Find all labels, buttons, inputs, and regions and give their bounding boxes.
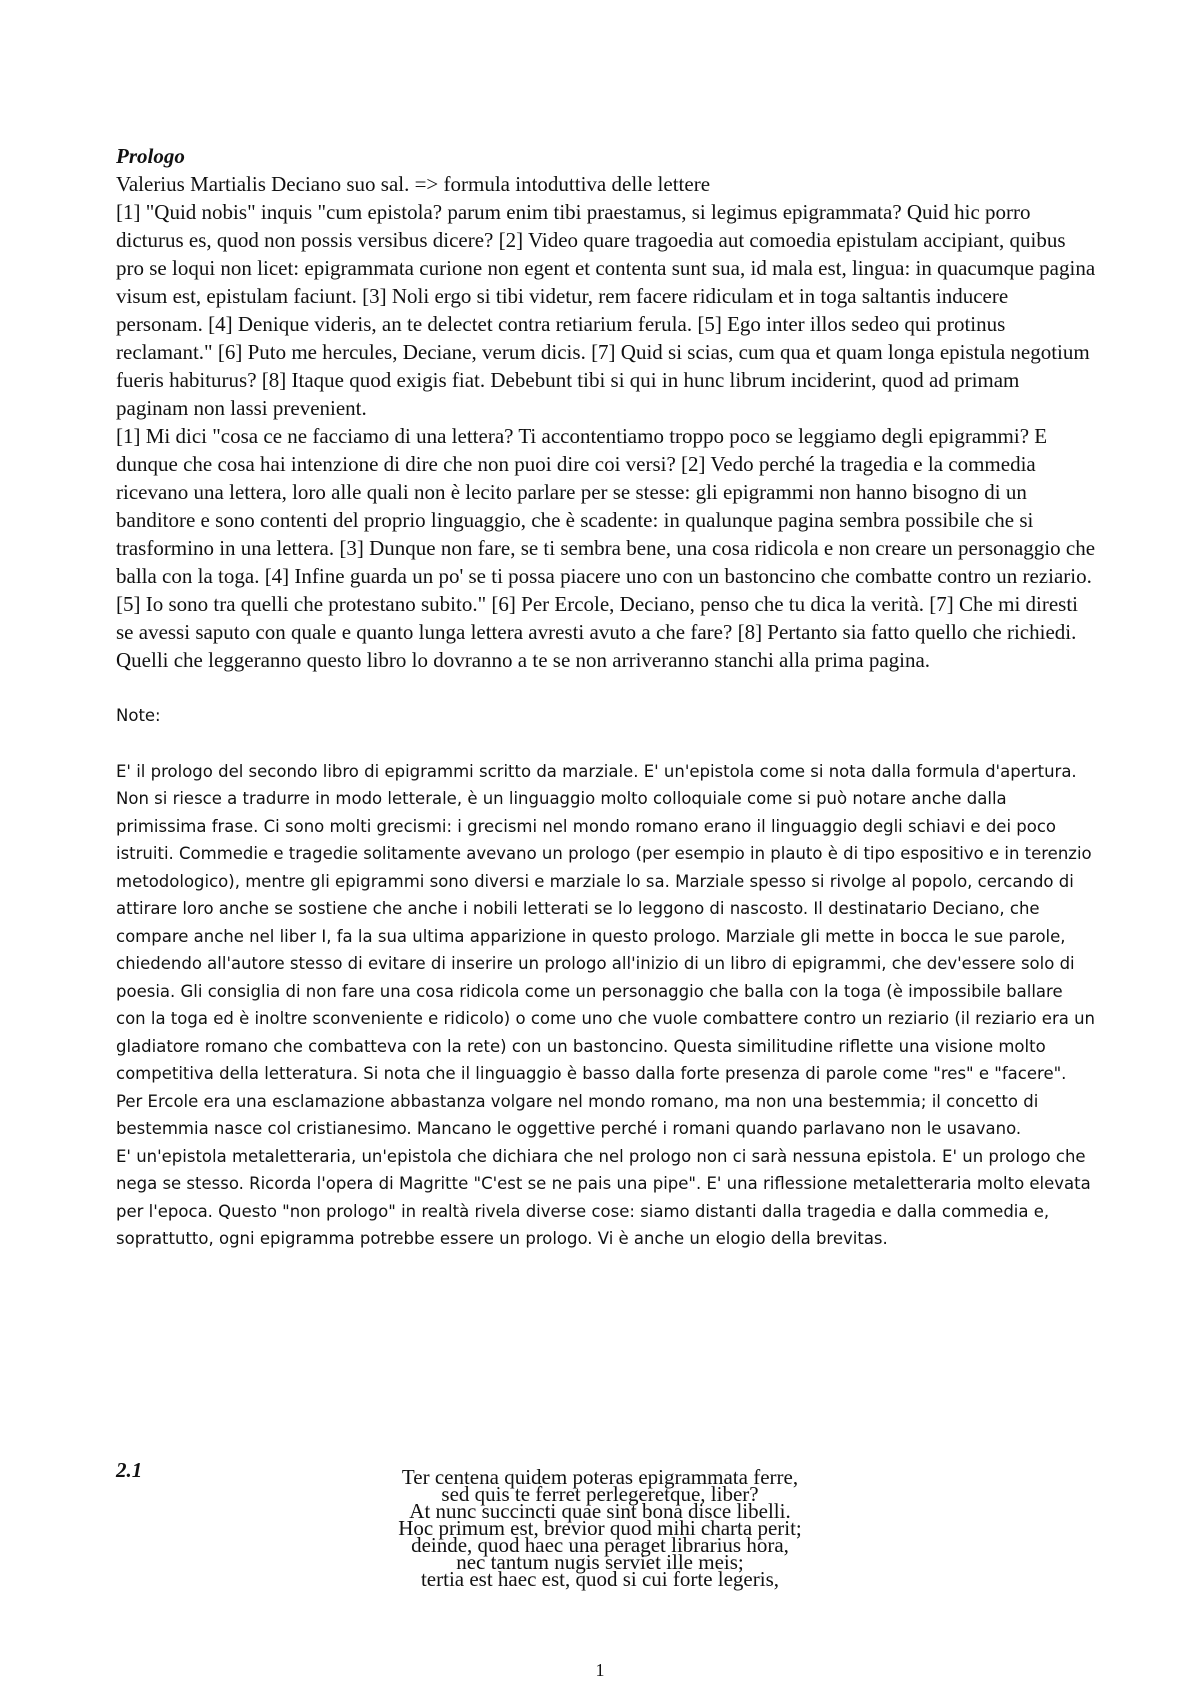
page-title: Prologo [116, 144, 185, 168]
poem-line: deinde, quod haec una peraget librarius hora, [411, 1533, 789, 1557]
notes-label: Note: [116, 706, 161, 725]
latin-text: [1] "Quid nobis" inquis "cum epistola? parum enim tibi praestamus, si legimus epigrammata? Quid hic porro dicturus es, quod non possis versibus dicere? [2] Video quare tragoedia aut comoedia epistulam accipiant, quibus pro se loqui non licet: epigrammata curione non egent et contenta sunt sua, id mala est, lingua: in quacumque pagina visum est, epistulam faciunt. [3] Noli ergo si tibi videtur, rem facere ridiculam et in toga saltantis inducere personam. [4] Denique videris, an te delectet contra retiarium ferula. [5] Ego inter illos sedeo qui protinus reclamant." [6] Puto me hercules, Deciane, verum dicis. [7] Quid si scias, cum qua et quam longa epistula negotium fueris habiturus? [8] Itaque quod exigis fiat. Debebunt tibi si qui in hunc librum inciderint, quod ad primam paginam non lassi prevenient. [116, 200, 1096, 420]
italian-translation: [1] Mi dici "cosa ce ne facciamo di una lettera? Ti accontentiamo troppo poco se leggiamo degli epigrammi? E dunque che cosa hai intenzione di dire che non puoi dire coi versi? [2] Vedo perché la tragedia e la commedia ricevano una lettera, loro alle quali non è lecito parlare per se stesse: gli epigrammi non hanno bisogno di un banditore e sono contenti del proprio linguaggio, che è scadente: in qualunque pagina sembra possibile che si trasformino in una lettera. [3] Dunque non fare, se ti sembra bene, una cosa ridicola e non creare un personaggio che balla con la toga. [4] Infine guarda un po' se ti possa piacere uno con un bastoncino che combatte contro un reziario. [5] Io sono tra quelli che protestano subito." [6] Per Ercole, Deciano, penso che tu dica la verità. [7] Che mi diresti se avessi saputo con quale e quanto lunga lettera avresti avuto a che fare? [8] Pertanto sia fatto quello che richiedi. Quelli che leggeranno questo libro lo dovranno a te se non arriveranno stanchi alla prima pagina. [116, 424, 1096, 672]
poem-line: At nunc succincti quae sint bona disce libelli. [409, 1499, 791, 1523]
notes-paragraph-1: E' il prologo del secondo libro di epigrammi scritto da marziale. E' un'epistola come si nota dalla formula d'apertura. Non si riesce a tradurre in modo letterale, è un linguaggio molto colloquiale come si può notare anche dalla primissima frase. Ci sono molti grecismi: i grecismi nel mondo romano erano il linguaggio degli schiavi e dei poco istruiti. Commedie e tragedie solitamente avevano un prologo (per esempio in plauto è di tipo espositivo e in terenzio metodologico), mentre gli epigrammi sono diversi e marziale lo sa. Marziale spesso si rivolge al popolo, cercando di attirare loro anche se sostiene che anche i nobili letterati se lo leggono di nascosto. Il destinatario Deciano, che compare anche nel liber I, fa la sua ultima apparizione in questo prologo. Marziale gli mette in bocca le sue parole, chiedendo all'autore stesso di evitare di inserire un prologo all'inizio di un libro di epigrammi, che dev'essere solo di poesia. Gli consiglia di non fare una cosa ridicola come un personaggio che balla con la toga (è impossibile ballare con la toga ed è inoltre sconveniente e ridicolo) o come uno che vuole combattere contro un reziario (il reziario era un gladiatore romano che combatteva con la rete) con un bastoncino. Questa similitudine riflette una visione molto competitiva della letteratura. Si nota che il linguaggio è basso dalla forte presenza di parole come "res" e "facere". Per Ercole era una esclamazione abbastanza volgare nel mondo romano, ma non una bestemmia; il concetto di bestemmia nasce col cristianesimo. Mancano le oggettive perché i romani quando parlavano non le usavano. [116, 761, 1096, 1138]
poem [300, 1465, 900, 1591]
intro-line: Valerius Martialis Deciano suo sal. => formula intoduttiva delle lettere [116, 172, 711, 196]
document-body [116, 142, 1096, 1253]
page-number: 1 [595, 1660, 605, 1680]
poem-line: tertia est haec est, quod si cui forte legeris, [420, 1567, 780, 1591]
poem-line: nec tantum nugis serviet ille meis; [456, 1550, 744, 1574]
poem-line: Ter centena quidem poteras epigrammata ferre, [401, 1465, 799, 1489]
poem-line: Hoc primum est, brevior quod mihi charta perit; [398, 1516, 802, 1540]
notes-paragraph-2: E' un'epistola metaletteraria, un'epistola che dichiara che nel prologo non ci sarà nessuna epistola. E' un prologo che nega se stesso. Ricorda l'opera di Magritte "C'est se ne pais una pipe". E' una riflessione metaletteraria molto elevata per l'epoca. Questo "non prologo" in realtà rivela diverse cose: siamo distanti dalla tragedia e dalla commedia e, soprattutto, ogni epigramma potrebbe essere un prologo. Vi è anche un elogio della brevitas. [116, 1146, 1091, 1248]
poem-line: sed quis te ferret perlegeretque, liber? [441, 1482, 759, 1506]
section-heading: 2.1 [116, 1458, 143, 1482]
